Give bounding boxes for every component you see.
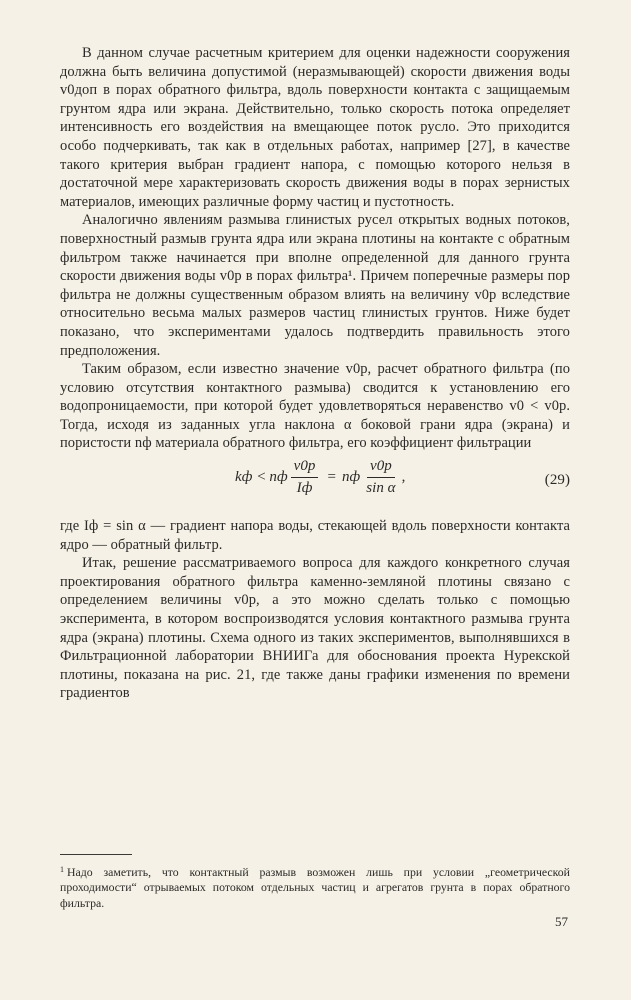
fraction-1-denominator: Iф <box>296 479 313 496</box>
body-text <box>60 44 570 703</box>
formula-fraction-1 <box>291 457 319 497</box>
formula-comma: , <box>401 468 406 485</box>
paragraph-3: Таким образом, если известно значение v0р, расчет обратного фильтра (по условию отсутствия контактного размыва) сводится к установлению его водопроницаемости, при которой будет удовлетворяться неравенство v0 < v0р. Тогда, исходя из заданных угла наклона α боковой грани ядра (экрана) и пористости nф материала обратного фильтра, его коэффициент фильтрации <box>60 361 570 452</box>
footnote-divider <box>60 854 132 855</box>
footnote-mark: 1 <box>60 865 64 874</box>
formula-number: (29) <box>544 472 570 489</box>
formula-29 <box>60 455 570 513</box>
formula-porosity-1: nф <box>269 468 288 485</box>
fraction-1-numerator: v0р <box>291 457 319 478</box>
formula-equals: = <box>327 468 336 485</box>
paragraph-5: Итак, решение рассматриваемого вопроса для каждого конкретного случая проектирования обратного фильтра каменно-земляной плотины связано с определением величины v0р, а это можно сделать только с помощью эксперимента, в котором воспроизводятся условия контактного размыва грунта ядра (экрана) плотины. Схема одного из таких экспериментов, выполнявшихся в Фильтрационной лаборатории ВНИИГа для обоснования проекта Нурекской плотины, показана на рис. 21, где также даны графики изменения по времени градиентов <box>60 555 570 702</box>
formula-fraction-2 <box>363 457 398 497</box>
paragraph-1: В данном случае расчетным критерием для оценки надежности сооружения должна быть величина допустимой (неразмывающей) скорости движения воды v0доп в порах обратного фильтра, вдоль поверхности контакта с защищаемым грунтом ядра или экрана. Действительно, только скорость потока определяет интенсивность его воздействия на вмещающее поток русло. Это приходится особо подчеркивать, так как в отдельных работах, например [27], в качестве такого критерия выбран градиент напора, с помощью которого нельзя в достаточной мере характеризовать скорость движения воды в порах зернистых материалов, имеющих различные форму частиц и пустотность. <box>60 45 570 210</box>
formula-body <box>235 457 405 497</box>
formula-porosity-2: nф <box>341 468 361 485</box>
formula-lhs: kф < <box>235 468 267 485</box>
footnote <box>60 862 570 911</box>
fraction-2-numerator: v0р <box>367 457 395 478</box>
fraction-2-denominator: sin α <box>366 479 396 496</box>
footnote-text: Надо заметить, что контактный размыв возможен лишь при условии „геометрической проходимости“ отрываемых потоком отдельных частиц и агрегатов грунта в порах обратного фильтра. <box>60 865 570 910</box>
paragraph-2: Аналогично явлениям размыва глинистых русел открытых водных потоков, поверхностный размыв грунта ядра или экрана плотины на контакте с обратным фильтром также начинается при вполне определенной для данного грунта скорости движения воды v0р в порах фильтра¹. Причем поперечные размеры пор фильтра не должны существенным образом влиять на величину v0р вследствие относительно весьма малых размеров частиц глинистых грунтов. Ниже будет показано, что экспериментами удалось подтвердить правильность этого предположения. <box>60 212 570 359</box>
page-number: 57 <box>555 914 568 929</box>
paragraph-4: где Iф = sin α — градиент напора воды, стекающей вдоль поверхности контакта ядро — обратный фильтр. <box>60 518 570 553</box>
